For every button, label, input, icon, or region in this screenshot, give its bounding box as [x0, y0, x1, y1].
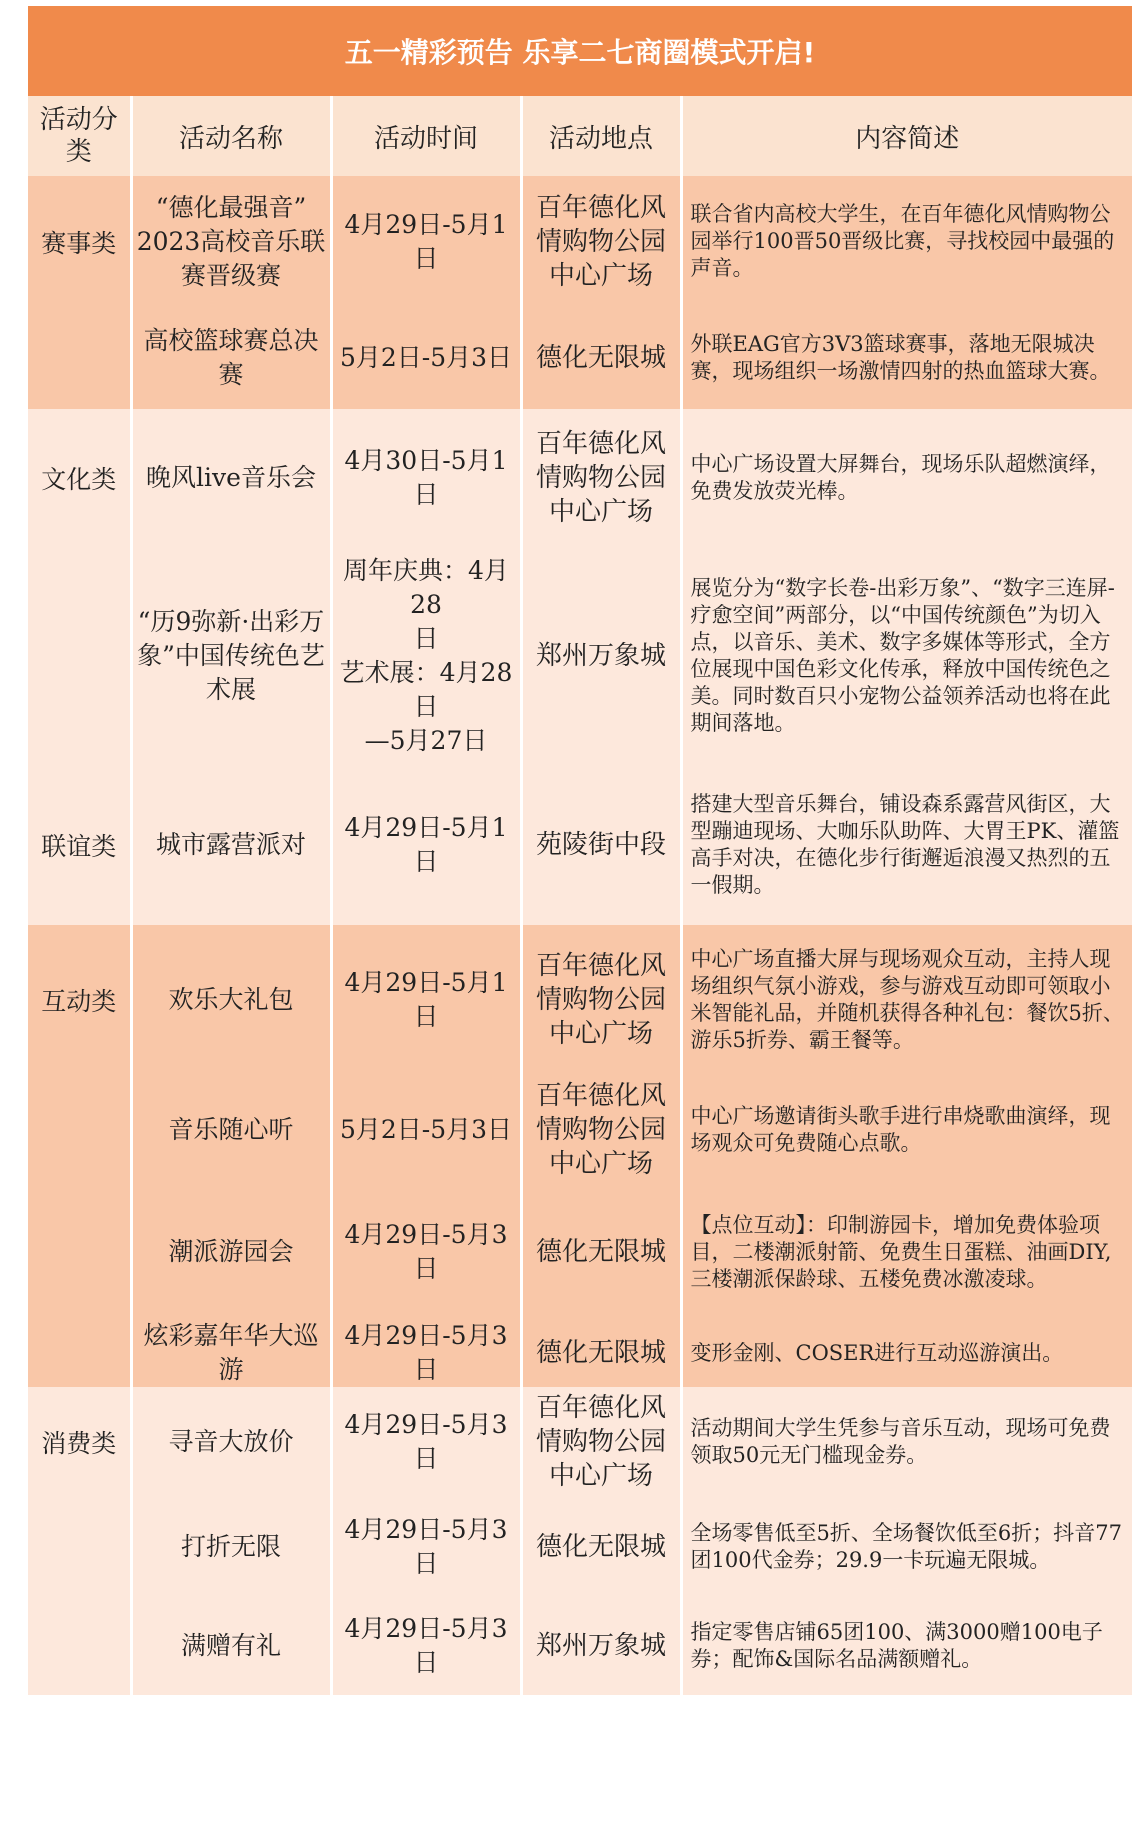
page-title: 五一精彩预告 乐享二七商圈模式开启!	[28, 6, 1132, 96]
row-desc: 外联EAG官方3V3篮球赛事，落地无限城决赛，现场组织一场激情四射的热血篮球大赛。	[690, 332, 1111, 383]
row-category	[28, 1185, 131, 1319]
row-category: 赛事类	[28, 176, 131, 307]
row-category	[28, 1497, 131, 1597]
table-row	[28, 1185, 1132, 1319]
row-place: 百年德化风 情购物公园 中心广场	[521, 1387, 681, 1497]
table-row	[28, 1497, 1132, 1597]
row-place: 百年德化风 情购物公园 中心广场	[521, 409, 681, 547]
row-time: 5月2日-5月3日	[331, 307, 521, 409]
activity-table	[28, 96, 1132, 1695]
table-row	[28, 547, 1132, 765]
row-category	[28, 1319, 131, 1387]
row-place: 德化无限城	[521, 1185, 681, 1319]
row-name: 打折无限	[131, 1497, 331, 1597]
row-desc: 中心广场直播大屏与现场观众互动，主持人现场组织气氛小游戏，参与游戏互动即可领取小米智能礼品，并随机获得各种礼包：餐饮5折、游乐5折券、霸王餐等。	[690, 947, 1124, 1052]
row-time: 4月30日-5月1日	[331, 409, 521, 547]
table-header-row	[28, 96, 1132, 176]
row-time: 4月29日-5月1日	[331, 765, 521, 925]
row-time: 4月29日-5月1日	[331, 925, 521, 1075]
row-place: 德化无限城	[521, 1497, 681, 1597]
row-time: 4月29日-5月3日	[331, 1597, 521, 1695]
row-time: 5月2日-5月3日	[331, 1075, 521, 1185]
row-place: 百年德化风 情购物公园 中心广场	[521, 1075, 681, 1185]
row-desc: 搭建大型音乐舞台，铺设森系露营风街区，大型蹦迪现场、大咖乐队助阵、大胃王PK、灌篮高手对决，在德化步行街邂逅浪漫又热烈的五一假期。	[690, 792, 1120, 897]
row-time: 4月29日-5月3日	[331, 1497, 521, 1597]
row-place: 郑州万象城	[521, 1597, 681, 1695]
activity-schedule	[28, 6, 1132, 1695]
row-category: 互动类	[28, 925, 131, 1075]
row-name: 城市露营派对	[131, 765, 331, 925]
row-name: “历9弥新·出彩万 象”中国传统色艺 术展	[131, 547, 331, 765]
table-row	[28, 1075, 1132, 1185]
row-time: 4月29日-5月3日	[331, 1387, 521, 1497]
row-place: 百年德化风 情购物公园 中心广场	[521, 925, 681, 1075]
row-desc: 展览分为“数字长卷-出彩万象”、“数字三连屏-疗愈空间”两部分，以“中国传统颜色”为切入点，以音乐、美术、数字多媒体等形式，全方位展现中国色彩文化传承，释放中国传统色之美。同时数百只小宠物公益领养活动也将在此期间落地。	[690, 576, 1115, 735]
row-category	[28, 1075, 131, 1185]
row-category: 文化类	[28, 409, 131, 547]
row-category	[28, 547, 131, 765]
row-time: 4月29日-5月1日	[331, 176, 521, 307]
row-name: 满赠有礼	[131, 1597, 331, 1695]
row-time: 周年庆典：4月28 日 艺术展：4月28日 —5月27日	[331, 547, 521, 765]
row-category	[28, 1597, 131, 1695]
table-row	[28, 1387, 1132, 1497]
row-place: 百年德化风 情购物公园 中心广场	[521, 176, 681, 307]
row-name: 寻音大放价	[131, 1387, 331, 1497]
row-desc: 中心广场邀请街头歌手进行串烧歌曲演绎，现场观众可免费随心点歌。	[690, 1104, 1111, 1155]
header-category: 活动分类	[28, 96, 131, 176]
row-category	[28, 307, 131, 409]
table-row	[28, 1597, 1132, 1695]
table-row	[28, 1319, 1132, 1387]
table-row	[28, 765, 1132, 925]
table-row	[28, 409, 1132, 547]
row-place: 德化无限城	[521, 307, 681, 409]
row-desc: 活动期间大学生凭参与音乐互动，现场可免费领取50元无门槛现金券。	[690, 1416, 1111, 1467]
row-name: 高校篮球赛总决 赛	[131, 307, 331, 409]
row-place: 郑州万象城	[521, 547, 681, 765]
row-name: 欢乐大礼包	[131, 925, 331, 1075]
row-desc: 变形金刚、COSER进行互动巡游演出。	[690, 1340, 1064, 1365]
row-desc: 指定零售店铺65团100、满3000赠100电子券；配饰&国际名品满额赠礼。	[690, 1620, 1103, 1671]
table-row	[28, 925, 1132, 1075]
row-name: 炫彩嘉年华大巡 游	[131, 1319, 331, 1387]
row-category: 联谊类	[28, 765, 131, 925]
row-time: 4月29日-5月3日	[331, 1319, 521, 1387]
row-desc: 联合省内高校大学生，在百年德化风情购物公园举行100晋50晋级比赛，寻找校园中最强的声音。	[690, 202, 1115, 280]
row-name: 晚风live音乐会	[131, 409, 331, 547]
row-name: 音乐随心听	[131, 1075, 331, 1185]
row-category: 消费类	[28, 1387, 131, 1497]
row-name: “德化最强音” 2023高校音乐联 赛晋级赛	[131, 176, 331, 307]
header-time: 活动时间	[331, 96, 521, 176]
header-desc: 内容简述	[681, 96, 1132, 176]
table-row	[28, 307, 1132, 409]
row-time: 4月29日-5月3日	[331, 1185, 521, 1319]
row-desc: 【点位互动】：印制游园卡，增加免费体验项目，二楼潮派射箭、免费生日蛋糕、油画DIY,三楼潮派保龄球、五楼免费冰激凌球。	[690, 1212, 1112, 1291]
header-name: 活动名称	[131, 96, 331, 176]
header-place: 活动地点	[521, 96, 681, 176]
row-place: 苑陵街中段	[521, 765, 681, 925]
row-desc: 全场零售低至5折、全场餐饮低至6折；抖音77团100代金券；29.9一卡玩遍无限城。	[690, 1521, 1122, 1572]
table-row	[28, 176, 1132, 307]
row-place: 德化无限城	[521, 1319, 681, 1387]
row-name: 潮派游园会	[131, 1185, 331, 1319]
row-desc: 中心广场设置大屏舞台，现场乐队超燃演绎，免费发放荧光棒。	[690, 452, 1111, 503]
